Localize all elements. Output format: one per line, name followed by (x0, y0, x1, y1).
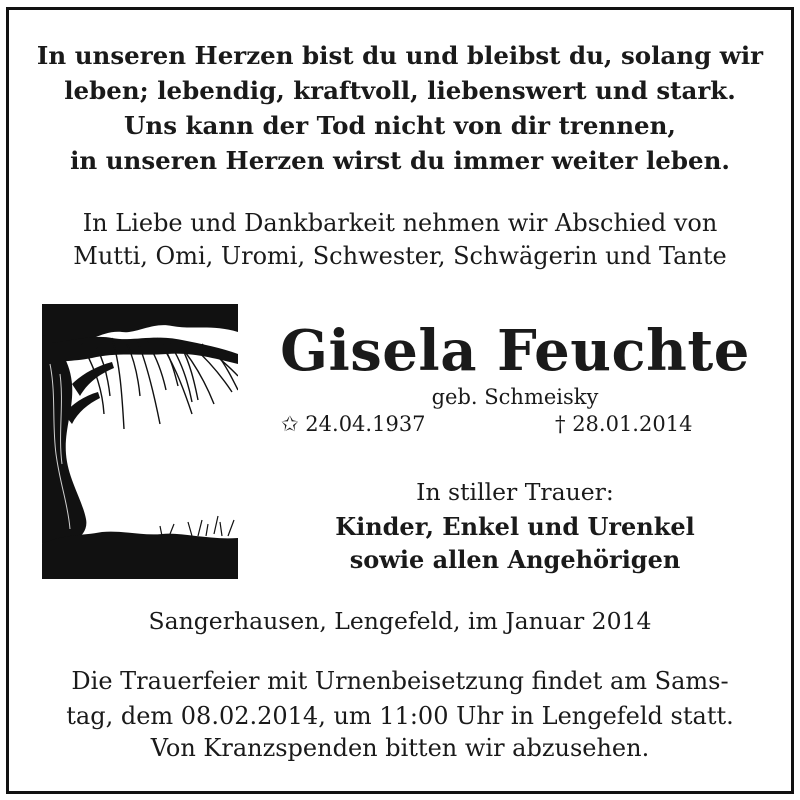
tree-illustration (42, 304, 238, 579)
service-line-1: Die Trauerfeier mit Urnenbeisetzung findet am Sams- (71, 667, 729, 695)
mourners-line-1: Kinder, Enkel und Urenkel (335, 512, 695, 541)
poem-line-4: in unseren Herzen wirst du immer weiter leben. (70, 146, 730, 175)
obituary-notice (6, 7, 794, 794)
birth-date-value: 24.04.1937 (305, 412, 426, 436)
poem-line-2: leben; lebendig, kraftvoll, liebenswert und stark. (64, 76, 736, 105)
death-date-value: 28.01.2014 (572, 412, 693, 436)
service-line-3: Von Kranzspenden bitten wir abzusehen. (150, 734, 650, 762)
mourners-intro: In stiller Trauer: (416, 478, 614, 506)
cross-icon: † (555, 412, 566, 436)
maiden-name: geb. Schmeisky (431, 385, 599, 409)
poem-line-3: Uns kann der Tod nicht von dir trennen, (124, 111, 676, 140)
deceased-name: Gisela Feuchte (280, 318, 750, 384)
place-date: Sangerhausen, Lengefeld, im Januar 2014 (148, 607, 652, 635)
intro-line-2: Mutti, Omi, Uromi, Schwester, Schwägerin und Tante (73, 242, 727, 270)
birth-date (281, 412, 426, 436)
death-date (555, 412, 692, 436)
poem-line-1: In unseren Herzen bist du und bleibst du, solang wir (36, 41, 764, 70)
intro-line-1: In Liebe und Dankbarkeit nehmen wir Abschied von (82, 209, 718, 237)
service-line-2: tag, dem 08.02.2014, um 11:00 Uhr in Lengefeld statt. (66, 702, 734, 730)
star-icon: ✩ (281, 412, 299, 436)
mourners-line-2: sowie allen Angehörigen (349, 545, 681, 574)
